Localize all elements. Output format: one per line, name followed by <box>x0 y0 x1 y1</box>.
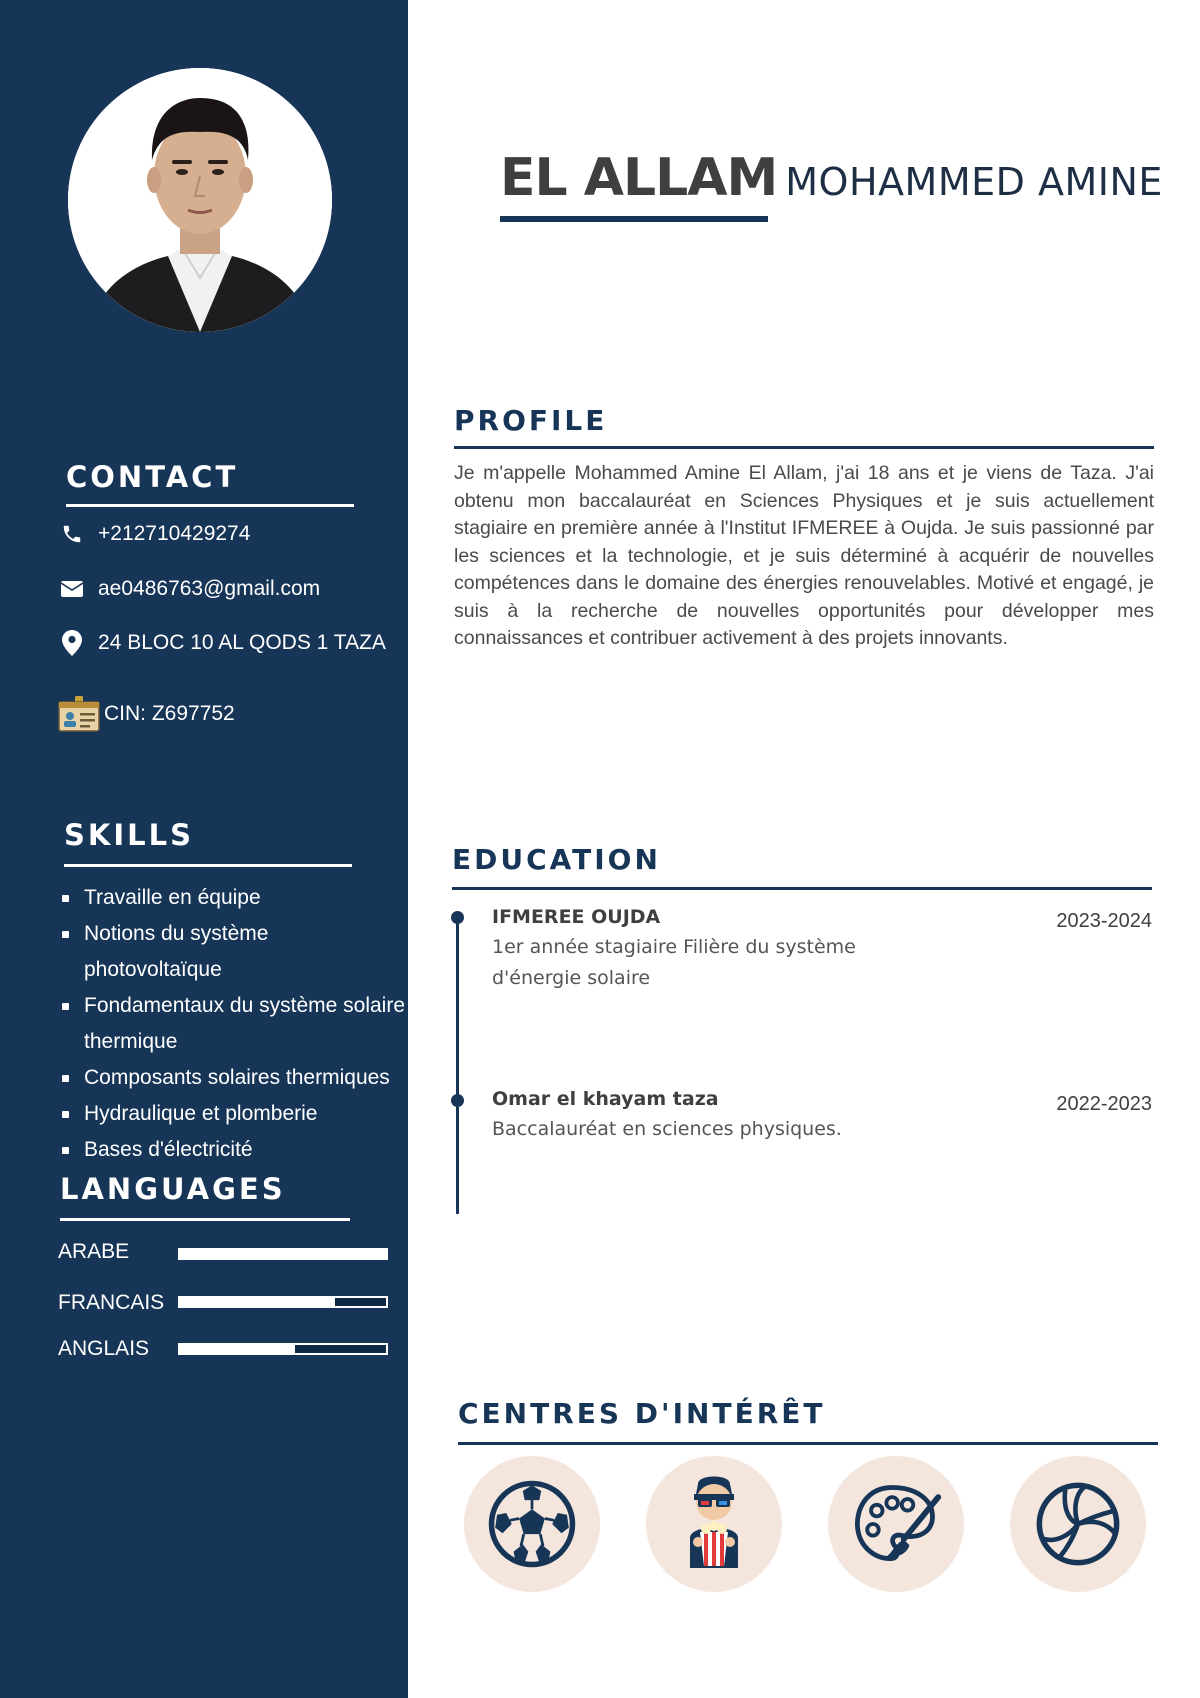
id-card-icon <box>58 696 100 732</box>
location-pin-icon <box>60 631 84 655</box>
interests-divider <box>458 1442 1158 1445</box>
education-divider <box>452 887 1152 890</box>
skills-divider <box>64 864 352 867</box>
profile-divider <box>454 446 1154 449</box>
contact-cin <box>58 696 235 732</box>
timeline-line <box>456 916 459 1214</box>
profile-heading: PROFILE <box>454 404 608 437</box>
cinema-icon <box>668 1472 760 1576</box>
skill-item: Bases d'électricité <box>60 1132 405 1168</box>
languages-heading: LANGUAGES <box>60 1172 286 1206</box>
phone-icon <box>60 522 84 546</box>
name-underline <box>500 216 768 222</box>
timeline-dot <box>451 911 464 924</box>
contact-divider <box>66 504 354 507</box>
contact-address <box>60 631 386 655</box>
education-description: Baccalauréat en sciences physiques. <box>492 1118 842 1140</box>
education-heading: EDUCATION <box>452 843 661 876</box>
education-description: 1er année stagiaire Filière du système d'énergie solaire <box>492 936 856 989</box>
envelope-icon <box>60 577 84 601</box>
language-bar-arabe <box>178 1248 388 1260</box>
language-label-arabe: ARABE <box>58 1240 130 1263</box>
timeline-dot <box>451 1094 464 1107</box>
interest-football <box>464 1456 600 1592</box>
email-address: ae0486763@gmail.com <box>98 577 321 600</box>
profile-text: Je m'appelle Mohammed Amine El Allam, j'ai 18 ans et je viens de Taza. J'ai obtenu mon baccalauréat en Sciences Physiques et je suis actuellement stagiaire en première année à l'Institut IFMEREE à Oujda. Je suis passionné par les sciences et la technologie, et je suis déterminé à acquérir de nouvelles compétences dans le domaine des énergies renouvelables. Motivé et engagé, je suis à la recherche de nouvelles opportunités pour développer mes connaissances et contribuer activement à des projets innovants. <box>454 462 1154 649</box>
skill-item: Notions du système photovoltaïque <box>60 916 405 988</box>
contact-email <box>60 577 320 601</box>
contact-phone <box>60 522 250 546</box>
skill-item: Composants solaires thermiques <box>60 1060 405 1096</box>
education-year: 2022-2023 <box>1056 1093 1152 1115</box>
skills-heading: SKILLS <box>64 818 194 852</box>
languages-divider <box>60 1218 350 1221</box>
skill-item: Hydraulique et plomberie <box>60 1096 405 1132</box>
interest-volleyball <box>1010 1456 1146 1592</box>
language-bar-fill <box>180 1298 335 1306</box>
language-label-francais: FRANCAIS <box>58 1291 165 1314</box>
interest-painting <box>828 1456 964 1592</box>
profile-photo <box>68 68 332 332</box>
skill-item: Fondamentaux du système solaire thermique <box>60 988 405 1060</box>
cin-text: CIN: Z697752 <box>104 702 235 725</box>
address-text: 24 BLOC 10 AL QODS 1 TAZA <box>98 631 386 654</box>
education-school: IFMEREE OUJDA <box>492 906 661 928</box>
football-icon <box>486 1478 578 1570</box>
language-bar-francais <box>178 1296 388 1308</box>
language-label-anglais: ANGLAIS <box>58 1337 150 1360</box>
language-bar-fill <box>180 1250 386 1258</box>
painting-icon <box>848 1476 944 1572</box>
sidebar <box>0 0 408 1698</box>
education-year: 2023-2024 <box>1056 910 1152 932</box>
volleyball-icon <box>1032 1478 1124 1570</box>
last-name: EL ALLAM <box>500 148 778 208</box>
education-school: Omar el khayam taza <box>492 1088 719 1110</box>
full-name <box>500 148 1163 208</box>
skill-item: Travaille en équipe <box>60 880 405 916</box>
interests-heading: CENTRES D'INTÉRÊT <box>458 1397 826 1430</box>
skills-list <box>60 880 405 1168</box>
interest-cinema <box>646 1456 782 1592</box>
first-name: MOHAMMED AMINE <box>785 160 1163 204</box>
contact-heading: CONTACT <box>66 460 239 494</box>
language-bar-fill <box>180 1345 295 1353</box>
phone-number: +212710429274 <box>98 522 251 545</box>
language-bar-anglais <box>178 1343 388 1355</box>
